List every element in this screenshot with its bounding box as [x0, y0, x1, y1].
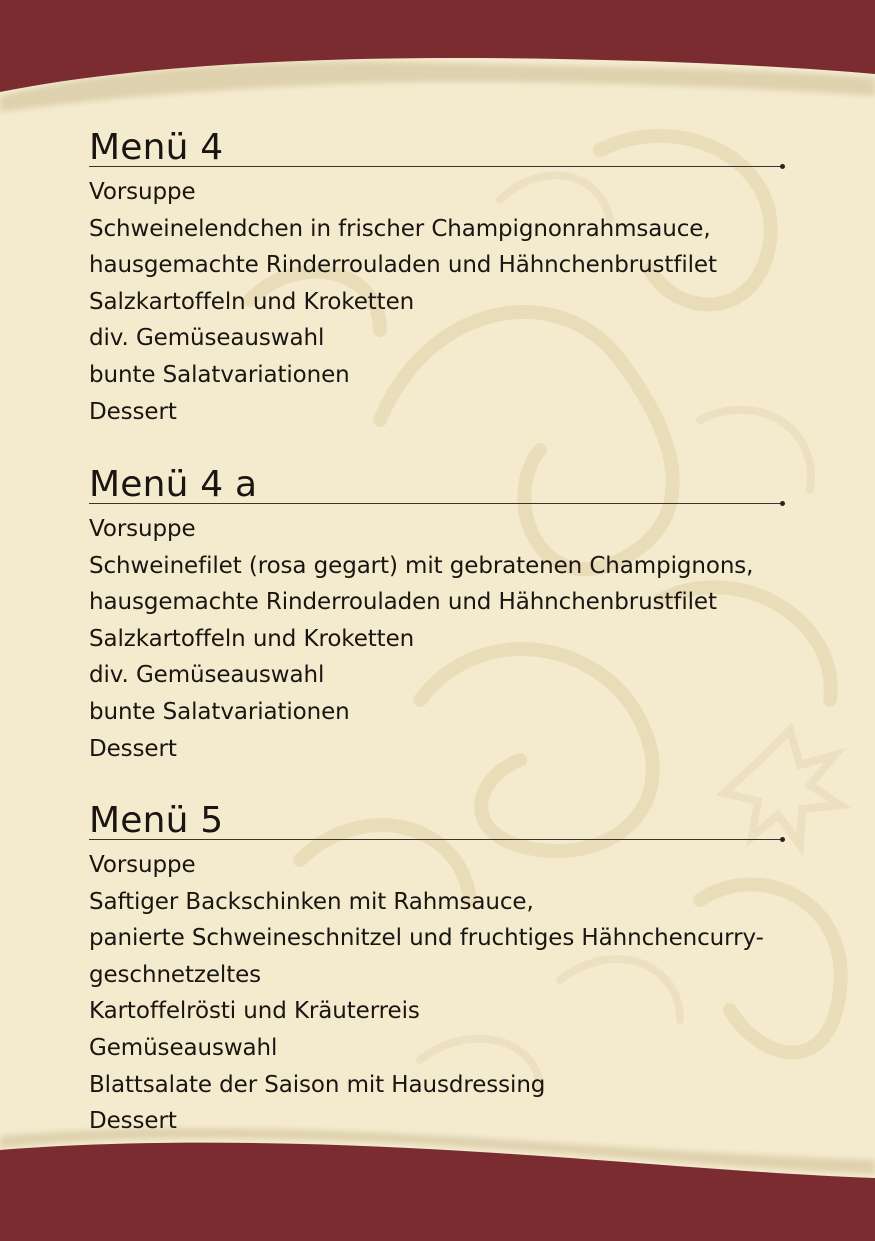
menu-section-4a [89, 465, 789, 767]
menu-item: Gemüseauswahl [89, 1034, 278, 1061]
menu-section-4 [89, 128, 789, 430]
menu-title: Menü 4 [89, 127, 224, 168]
menu-item: Blattsalate der Saison mit Hausdressing [89, 1071, 546, 1098]
menu-item: div. Gemüseauswahl [89, 662, 325, 689]
menu-item-list [89, 511, 789, 767]
menu-item: Vorsuppe [89, 516, 196, 542]
menu-item: Salzkartoffeln und Kroketten [89, 288, 415, 315]
menu-item: geschnetzeltes [89, 961, 262, 988]
menu-item: Schweinefilet (rosa gegart) mit gebratenen Champignons, [89, 552, 754, 579]
title-underline [89, 503, 782, 504]
title-underline [89, 166, 782, 167]
menu-item-list [89, 174, 789, 430]
menu-item: div. Gemüseauswahl [89, 325, 325, 352]
menu-item: bunte Salatvariationen [89, 698, 350, 725]
menu-item: Salzkartoffeln und Kroketten [89, 625, 415, 652]
menu-item: Schweinelendchen in frischer Champignonrahmsauce, [89, 215, 711, 242]
menu-title: Menü 4 a [89, 464, 258, 505]
menu-item: Vorsuppe [89, 852, 196, 878]
menu-item: bunte Salatvariationen [89, 361, 350, 388]
underline-end-dot [780, 164, 785, 169]
menu-title: Menü 5 [89, 800, 224, 841]
menu-item: Dessert [89, 735, 177, 762]
menu-item: hausgemachte Rinderrouladen und Hähnchenbrustfilet [89, 589, 717, 616]
menu-item-list [89, 847, 789, 1140]
menu-item: Vorsuppe [89, 179, 196, 205]
menu-item: Saftiger Backschinken mit Rahmsauce, [89, 888, 534, 915]
menu-item: Dessert [89, 398, 177, 425]
menu-item: hausgemachte Rinderrouladen und Hähnchenbrustfilet [89, 252, 717, 279]
menu-item: Dessert [89, 1108, 177, 1135]
menu-item: panierte Schweineschnitzel und fruchtiges Hähnchencurry- [89, 925, 764, 952]
title-underline [89, 839, 782, 840]
underline-end-dot [780, 837, 785, 842]
menu-item: Kartoffelrösti und Kräuterreis [89, 998, 420, 1025]
menu-section-5 [89, 801, 789, 1140]
underline-end-dot [780, 501, 785, 506]
